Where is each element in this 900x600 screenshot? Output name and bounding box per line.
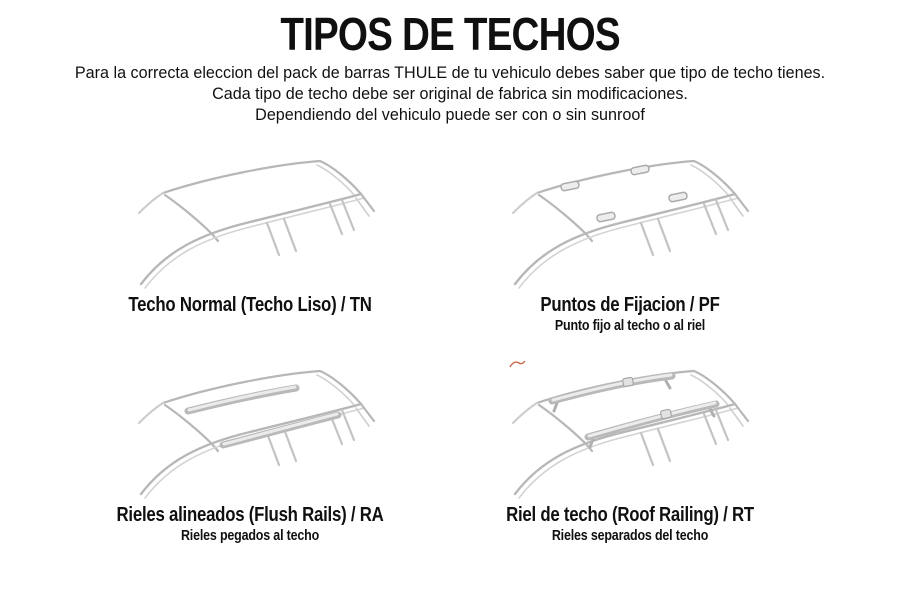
intro-line-2: Cada tipo de techo debe ser original de fabrica sin modificaciones. [212,84,688,104]
page-title: TIPOS DE TECHOS [280,8,620,60]
raised-rails-roof-illustration [500,351,800,501]
roof-type-label-rt: Riel de techo (Roof Railing) / RT [506,503,754,527]
roof-type-sublabel-tn [87,318,414,335]
red-scribble-artifact [510,361,525,367]
roof-type-label-ra: Rieles alineados (Flush Rails) / RA [116,503,384,527]
intro-text [0,62,900,125]
smooth-roof-illustration [126,141,426,291]
roof-type-caption-pf [440,293,820,335]
fixation-points-roof-illustration [500,141,800,291]
roof-type-card-rt [440,351,820,545]
roof-type-sublabel-rt: Rieles separados del techo [551,528,709,545]
roof-type-label-pf: Puntos de Fijacion / PF [540,293,720,317]
fixation-pads [560,165,687,222]
flush-rails-roof-illustration [126,351,426,501]
roof-type-caption-ra [60,503,440,545]
roof-type-card-tn [60,141,440,335]
intro-line-1: Para la correcta eleccion del pack de barras THULE de tu vehiculo debes saber que tipo de techo tienes. [74,63,826,83]
roof-type-card-pf [440,141,820,335]
roof-type-sublabel-pf: Punto fijo al techo o al riel [554,318,706,335]
roof-type-label-tn: Techo Normal (Techo Liso) / TN [128,293,372,317]
roof-type-card-ra [60,351,440,545]
header [0,0,900,125]
roof-types-grid [60,141,820,545]
roof-type-sublabel-ra: Rieles pegados al techo [180,528,320,545]
intro-line-3: Dependiendo del vehiculo puede ser con o sin sunroof [255,105,645,125]
roof-type-caption-rt [440,503,820,545]
roof-type-caption-tn [60,293,440,335]
